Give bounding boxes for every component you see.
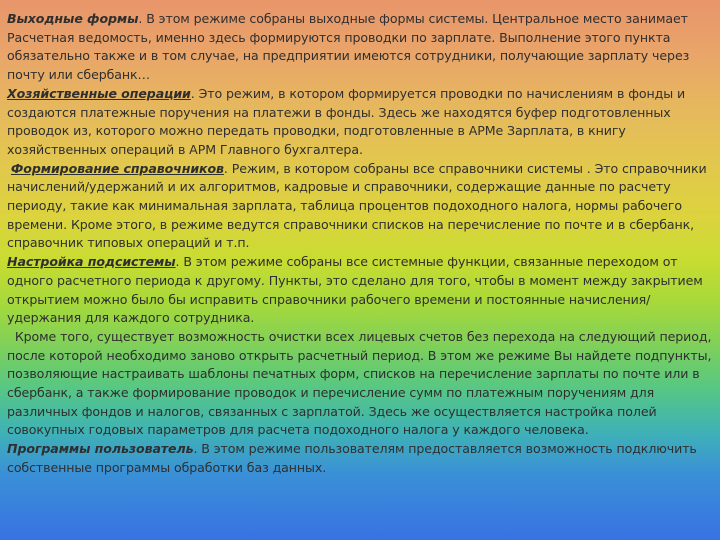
term-business-operations: Хозяйственные операции xyxy=(7,85,191,101)
paragraph-user-programs xyxy=(7,440,713,477)
text-reference-books: . Режим, в котором собраны все справочники системы . Это справочники начислений/удержаний и их алгоритмов, кадровые и справочники, содержащие данные по расчету периоду, такие как минимальная зарплата, таблица процентов подоходного налога, нормы рабочего времени. Кроме этого, в режиме ведутся справочники списков на перечисление по почте и в сбербанк, справочник типовых операций и т.п. xyxy=(7,160,707,251)
term-output-forms: Выходные формы xyxy=(7,11,139,26)
text-business-operations: . Это режим, в котором формируется проводки по начислениям в фонды и создаются платежные поручения на платежи в фонды. Здесь же находятся буфер подготовленных проводок из, которого можно передать проводки, подготовленные в АРМе Зарплата, в книгу хозяйственных операций в АРМ Главного бухгалтера. xyxy=(7,85,686,157)
term-user-programs: Программы пользователь xyxy=(7,441,194,457)
text-user-programs: . В этом режиме пользователям предоставляется возможность подключить собственные программы обработки баз данных. xyxy=(7,441,697,475)
slide-text xyxy=(7,10,713,478)
text-additional: Кроме того, существует возможность очистки всех лицевых счетов без перехода на следующий период, после которой необходимо заново открыть расчетный период. В этом же режиме Вы найдете подпункты, позволяющие настраивать шаблоны печатных форм, списков на перечисление зарплаты по почте или в сбербанк, а также формирование проводок и перечисление сумм по платежным поручениям для различных фондов и налогов, связанных с зарплатой. Здесь же осуществляется настройка полей совокупных годовых параметров для расчета подоходного налога у каждого человека. xyxy=(7,328,712,438)
paragraph-output-forms xyxy=(7,10,713,85)
term-subsystem-settings: Настройка подсистемы xyxy=(7,254,176,270)
paragraph-additional xyxy=(7,328,713,440)
term-reference-books: Формирование справочников xyxy=(10,160,224,176)
text-output-forms: . В этом режиме собраны выходные формы системы. Центральное место занимает Расчетная ведомость, именно здесь формируются проводки по зарплате. Выполнение этого пункта обязательно также и в том случае, на предприятии имеются сотрудники, получающие зарплату через почту или сбербанк… xyxy=(7,11,690,83)
paragraph-subsystem-settings xyxy=(7,253,713,328)
paragraph-business-operations xyxy=(7,85,713,160)
paragraph-reference-books xyxy=(7,160,713,254)
text-subsystem-settings: . В этом режиме собраны все системные функции, связанные переходом от одного расчетного периода к другому. Пункты, это сделано для того, чтобы в момент между закрытием открытием можно было бы исправить справочники рабочего времени и постоянные начисления/удержания для каждого сотрудника. xyxy=(7,254,703,326)
